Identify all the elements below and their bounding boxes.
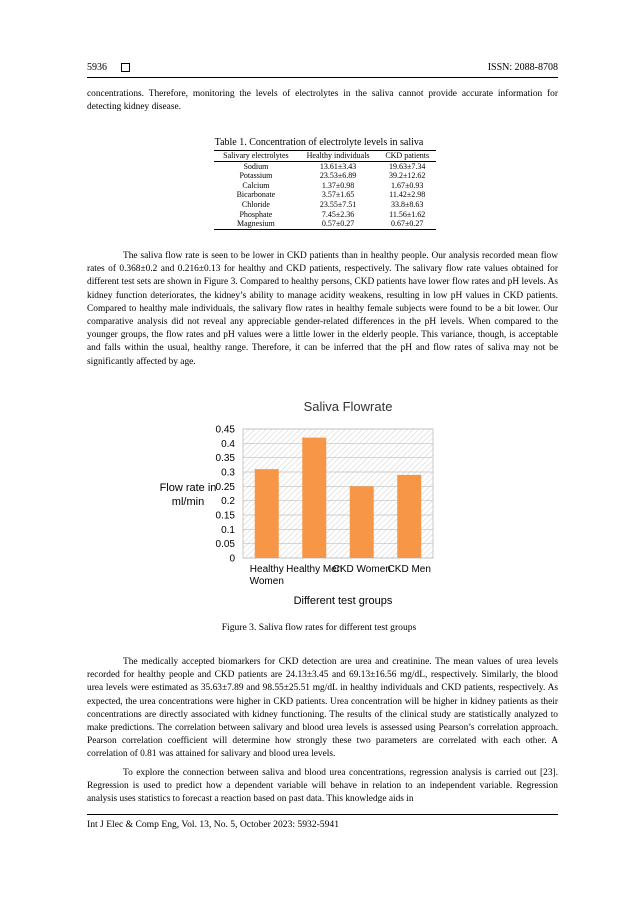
regression-paragraph: To explore the connection between saliva and blood urea concentrations, regression analysis is carried out [23]. Regression is used to predict how a dependent variable will behave in relation to an independent variable. Regression analysis uses statistics to forecast a reaction based on past data. This knowledge aids in — [87, 768, 558, 805]
column-header: CKD patients — [378, 151, 436, 162]
running-header — [87, 62, 558, 76]
table-header-row — [214, 151, 436, 162]
footer-citation: Int J Elec & Comp Eng, Vol. 13, No. 5, October 2023: 5932-5941 — [87, 819, 339, 830]
y-tick-label: 0.3 — [221, 467, 235, 479]
table-cell: 23.55±7.51 — [319, 199, 357, 209]
bar — [350, 486, 374, 558]
column-header: Healthy individuals — [298, 151, 379, 162]
chart-title: Saliva Flowrate — [303, 399, 393, 414]
x-tick-label: CKD Women — [332, 564, 391, 575]
table-cell: 23.53±6.89 — [319, 171, 357, 181]
y-tick-label: 0.2 — [221, 496, 235, 508]
bar — [397, 475, 421, 558]
electrolyte-name: Phosphate — [239, 209, 273, 219]
table-cell: 0.67±0.27 — [378, 219, 436, 229]
electrolyte-name: Chloride — [241, 199, 270, 209]
table-cell: 13.61±3.43 — [319, 161, 357, 171]
y-tick-label: 0.25 — [215, 481, 235, 493]
page-number: 5936 — [87, 62, 107, 73]
column-header: Salivary electrolytes — [214, 151, 298, 162]
bar — [302, 438, 326, 558]
table-row — [214, 200, 436, 210]
electrolyte-name: Bicarbonate — [236, 190, 276, 200]
bar — [255, 469, 279, 558]
y-tick-label: 0.15 — [215, 510, 235, 522]
flow-rate-paragraph: The saliva flow rate is seen to be lower in CKD patients than in healthy people. Our analysis recorded mean flow rates of 0.368±0.2 and 0.216±0.13 for healthy and CKD patients, respectively. The salivary flow rate values obtained for different test sets are shown in Figure 3. Compared to healthy persons, CKD patients have lower flow rates and pH levels. As kidney function deteriorates, the kidney’s ability to manage acidity weakens, resulting in low pH values in CKD patients. Compared to healthy male individuals, the salivary flow rates in healthy female subjects were found to be a bit lower. Our comparative analysis did not reveal any appreciable gender-related differences in the pH levels. When compared to the younger groups, the flow rates and pH values were a little lower in the elderly people. This variance, though, is acceptable and falls within the usual, healthy range. Therefore, it can be inferred that the pH and flow rates of saliva may not be significantly affected by age. — [87, 251, 558, 367]
electrolyte-name: Sodium — [243, 161, 269, 171]
table-cell: 39.2±12.62 — [389, 171, 426, 181]
table-row — [214, 161, 436, 171]
saliva-flowrate-chart — [137, 394, 437, 610]
electrolyte-name: Magnesium — [214, 219, 298, 229]
y-tick-label: 0.4 — [221, 438, 235, 450]
y-tick-label: 0.05 — [215, 539, 235, 551]
x-tick-label: Women — [249, 576, 284, 587]
urea-paragraph: The medically accepted biomarkers for CKD detection are urea and creatinine. The mean values of urea levels recorded for healthy people and CKD patients are 24.13±3.45 and 69.13±16.56 mg/dL, respectively. Similarly, the blood urea levels were estimated as 35.63±7.89 and 98.55±25.51 mg/dL in healthy individuals and CKD patients, respectively. As expected, the urea concentrations were higher in CKD patients. Urea concentration will be higher in kidney patients as their concentrations are directly associated with kidney functioning. The results of the clinical study are statistically analyzed to make predictions. The correlation between salivary and blood urea levels is assessed using Pearson’s correlation approach. Pearson correlation coefficient will determine how strongly these two parameters are correlated with each other. A correlation of 0.81 was attained for salivary and blood urea levels. — [87, 657, 558, 760]
table-cell: 0.57±0.27 — [298, 219, 379, 229]
table-caption: Table 1. Concentration of electrolyte levels in saliva — [214, 137, 424, 148]
intro-paragraph: concentrations. Therefore, monitoring the levels of electrolytes in the saliva cannot provide accurate information for detecting kidney disease. — [87, 89, 558, 113]
y-tick-label: 0 — [229, 553, 235, 565]
issn: ISSN: 2088-8708 — [487, 62, 558, 73]
table-cell: 3.57±1.65 — [321, 190, 355, 200]
electrolyte-table — [214, 150, 436, 230]
footer-divider — [87, 814, 558, 815]
x-tick-label: Healthy — [249, 564, 284, 575]
y-tick-label: 0.1 — [221, 524, 235, 536]
table-cell: 7.45±2.36 — [321, 209, 355, 219]
figure-caption: Figure 3. Saliva flow rates for different test groups — [221, 622, 417, 633]
table-row — [214, 210, 436, 220]
table-cell: 11.56±1.62 — [389, 209, 426, 219]
chart-svg — [137, 394, 437, 610]
x-tick-label: Healthy Men — [286, 564, 343, 575]
table-row — [214, 171, 436, 181]
header-divider — [87, 77, 558, 78]
y-tick-label: 0.35 — [215, 453, 235, 465]
y-tick-label: 0.45 — [215, 424, 235, 436]
electrolyte-name: Potassium — [239, 171, 273, 181]
x-tick-label: CKD Men — [387, 564, 431, 575]
square-icon — [121, 63, 130, 72]
table-cell: 1.37±0.98 — [321, 180, 355, 190]
table-row — [214, 181, 436, 191]
table-cell: 1.67±0.93 — [391, 180, 424, 190]
table-cell: 33.8±8.63 — [391, 199, 424, 209]
table-cell: 11.42±2.98 — [389, 190, 426, 200]
x-axis-label: Different test groups — [293, 595, 393, 607]
table-row — [214, 219, 436, 229]
electrolyte-name: Calcium — [242, 180, 270, 190]
table-row — [214, 190, 436, 200]
y-axis-label: Flow rate in — [159, 482, 217, 494]
table-cell: 19.63±7.34 — [389, 161, 426, 171]
y-axis-label: ml/min — [171, 496, 205, 508]
